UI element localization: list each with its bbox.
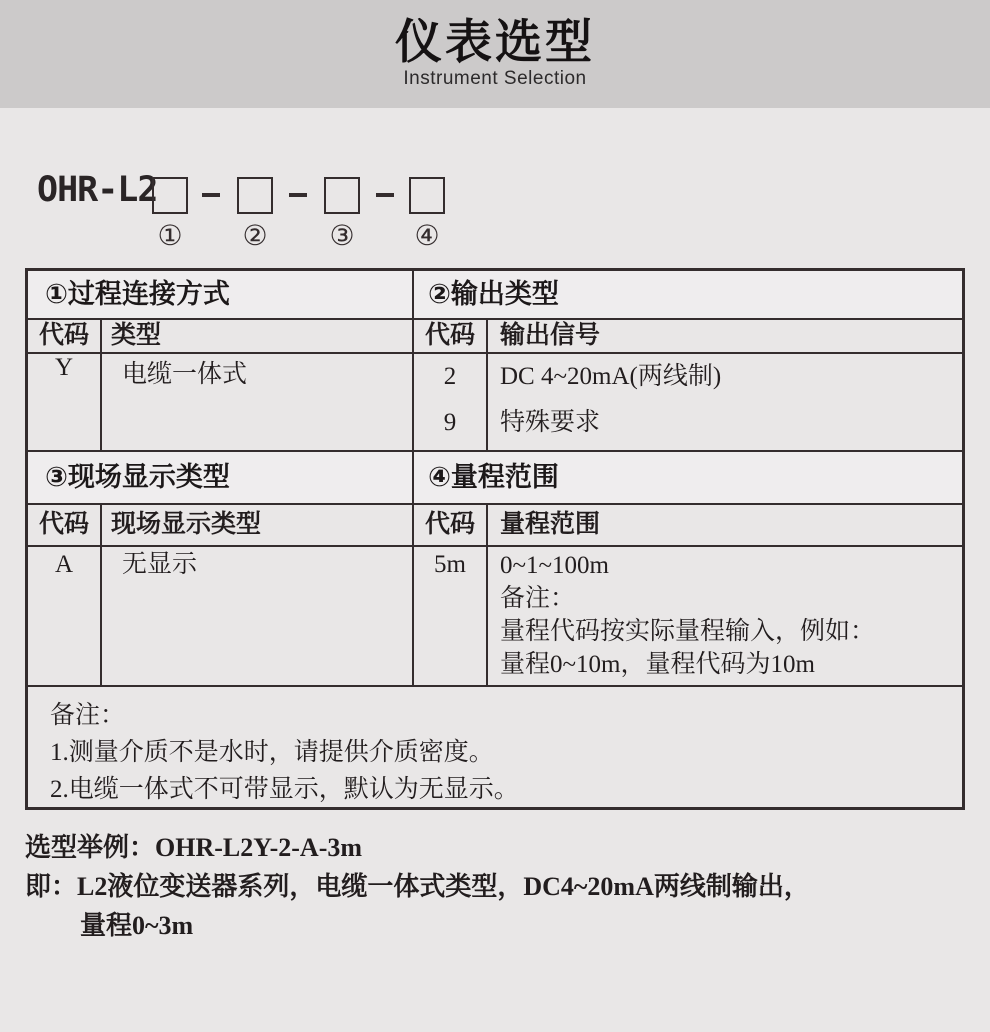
example-line-3: 量程0~3m	[80, 911, 194, 940]
selection-table	[25, 268, 965, 810]
cell-signal-420ma: DC 4~20mA(两线制)	[500, 363, 722, 390]
page-title: 仪表选型	[395, 15, 595, 68]
note-item-1: 1.测量介质不是水时，请提供介质密度。	[50, 739, 494, 766]
note-heading: 备注：	[50, 702, 126, 729]
section-title-row-1	[28, 271, 962, 320]
cell-output-codes	[414, 354, 488, 450]
data-row-2	[28, 547, 962, 687]
position-marker-4: ④	[414, 221, 440, 252]
section-title-process-connection: ①过程连接方式	[28, 271, 414, 318]
section-title-display-type: ③现场显示类型	[28, 452, 414, 503]
table-note-row	[28, 687, 962, 808]
model-code-box-2	[237, 177, 273, 214]
model-dash-3	[376, 193, 394, 197]
cell-code-5m: 5m	[414, 547, 488, 685]
range-line-3: 量程代码按实际量程输入，例如：	[500, 618, 876, 645]
column-header-row-1	[28, 320, 962, 354]
column-header-row-2	[28, 505, 962, 547]
model-dash-2	[289, 193, 307, 197]
col-header-code-3: 代码	[28, 505, 102, 545]
cell-type-cable: 电缆一体式	[102, 354, 414, 450]
cell-signal-special: 特殊要求	[500, 409, 601, 436]
model-prefix: OHR-L2	[37, 170, 158, 210]
banner	[0, 0, 990, 108]
cell-range-desc	[488, 547, 962, 685]
model-code-box-1	[152, 177, 188, 214]
range-line-1: 0~1~100m	[500, 552, 609, 579]
model-code-box-4	[409, 177, 445, 214]
range-line-2: 备注：	[500, 585, 576, 612]
data-row-1	[28, 354, 962, 452]
page-subtitle: Instrument Selection	[403, 68, 587, 90]
cell-code-A: A	[28, 547, 102, 685]
position-marker-1: ①	[157, 221, 183, 252]
col-header-display-type: 现场显示类型	[102, 505, 414, 545]
col-header-code-4: 代码	[414, 505, 488, 545]
note-item-2: 2.电缆一体式不可带显示，默认为无显示。	[50, 776, 519, 803]
col-header-code-2: 代码	[414, 320, 488, 352]
section-title-output-type: ②输出类型	[428, 279, 559, 309]
col-header-range: 量程范围	[500, 511, 601, 538]
section-title-row-2	[28, 452, 962, 505]
model-dash-1	[202, 193, 220, 197]
col-header-output-signal: 输出信号	[500, 322, 601, 349]
col-header-code-1: 代码	[28, 320, 102, 352]
model-code-box-3	[324, 177, 360, 214]
cell-display-none: 无显示	[102, 547, 414, 685]
position-marker-2: ②	[242, 221, 268, 252]
cell-code-Y: Y	[28, 354, 102, 450]
section-title-range: ④量程范围	[428, 462, 559, 492]
col-header-type: 类型	[102, 320, 414, 352]
range-line-4: 量程0~10m，量程代码为10m	[500, 651, 815, 678]
example-line-1: 选型举例：OHR-L2Y-2-A-3m	[25, 833, 363, 862]
cell-code-2: 2	[443, 363, 457, 390]
example-line-2: 即：L2液位变送器系列，电缆一体式类型，DC4~20mA两线制输出，	[25, 872, 810, 901]
cell-code-9: 9	[443, 409, 457, 436]
cell-output-signals	[488, 354, 962, 450]
position-marker-3: ③	[329, 221, 355, 252]
